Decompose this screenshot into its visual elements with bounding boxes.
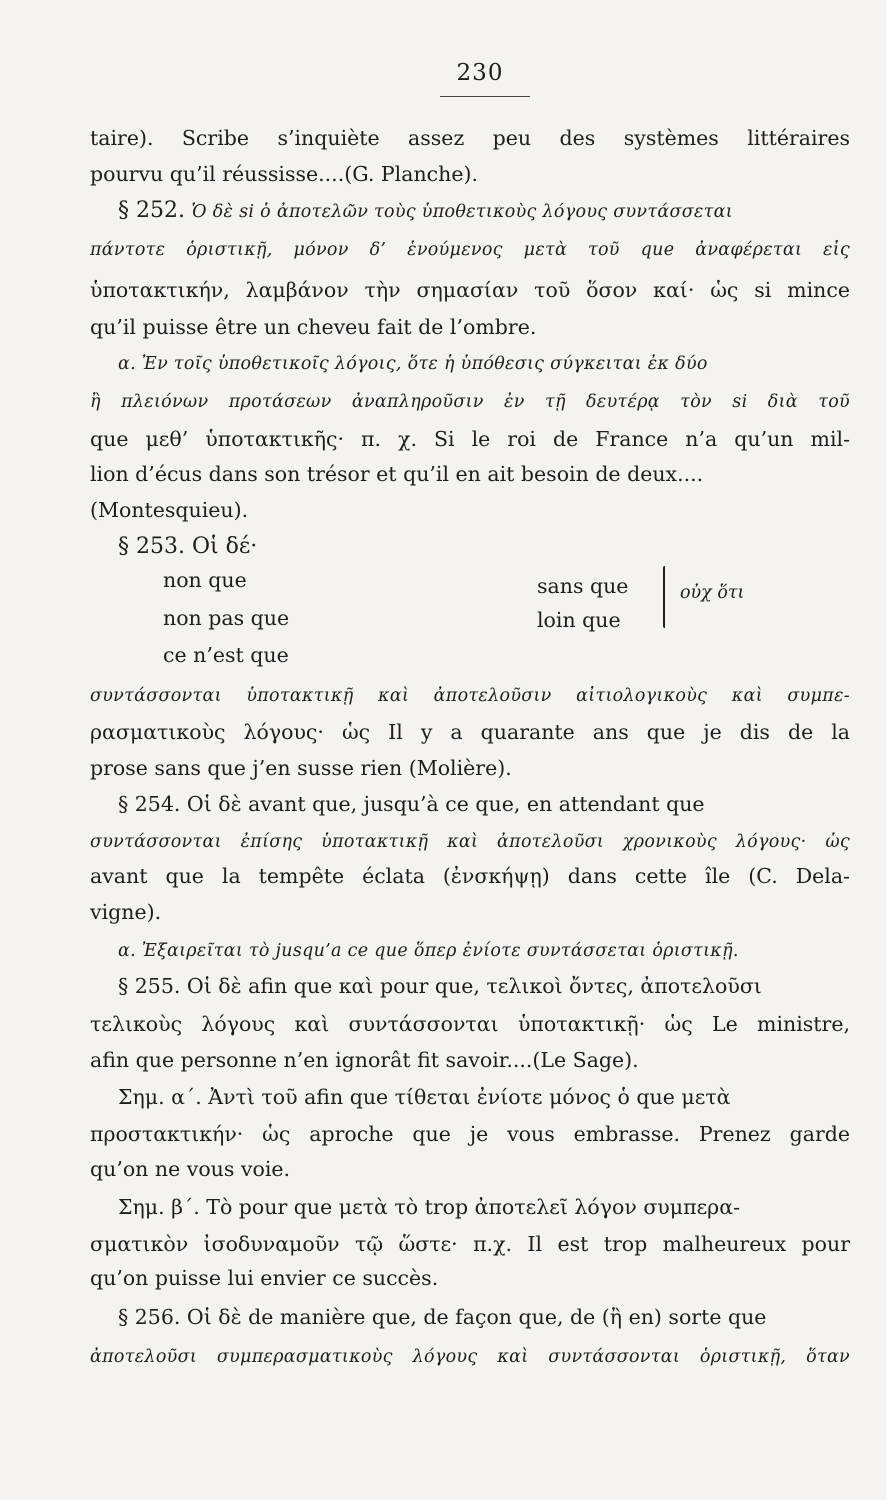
text-line: συντάσσονται ὑποτακτικῇ καὶ ἀποτελοῦσιν αἰτιολογικοὺς καὶ συμπε- xyxy=(90,686,850,706)
text-line: pourvu qu’il réussisse....(G. Planche). xyxy=(90,162,478,186)
text-line: Σημ. β΄. Τὸ pour que μετὰ τὸ trop ἀποτελεῖ λόγον συμπερα- xyxy=(118,1195,741,1219)
text-line: lion d’écus dans son trésor et qu’il en ait besoin de deux.... xyxy=(90,462,704,486)
text-line: προστακτικήν· ὡς aproche que je vous embrasse. Prenez garde xyxy=(90,1122,850,1146)
text-line: § 253. Οἱ δέ· xyxy=(118,534,258,559)
text-line: que μεθ’ ὑποτακτικῆς· π. χ. Si le roi de France n’a qu’un mil- xyxy=(90,427,850,451)
text-line: vigne). xyxy=(90,900,162,924)
greek-text: Ὁ δὲ si ὁ ἀποτελῶν τοὺς ὑποθετικοὺς λόγους συντάσσεται xyxy=(191,202,733,222)
conjunction-list-item: non que xyxy=(163,568,247,592)
text-line: πάντοτε ὁριστικῇ, μόνον δ’ ἑνούμενος μετὰ τοῦ que ἀναφέρεται εἰς xyxy=(90,240,850,260)
text-line xyxy=(118,196,878,226)
section-marker: § 252. xyxy=(118,198,185,223)
text-line: qu’il puisse être un cheveu fait de l’ombre. xyxy=(90,315,537,339)
page-number-rule xyxy=(440,96,530,97)
text-line: σματικὸν ἰσοδυναμοῦν τῷ ὥστε· π.χ. Il est trop malheureux pour xyxy=(90,1232,850,1256)
text-line: avant que la tempête éclata (ἐνσκήψῃ) dans cette île (C. Dela- xyxy=(90,864,850,888)
text-line: α. Ἐν τοῖς ὑποθετικοῖς λόγοις, ὅτε ἡ ὑπόθεσις σύγκειται ἐκ δύο xyxy=(118,354,708,374)
text-line: qu’on ne vous voie. xyxy=(90,1157,291,1181)
text-line: qu’on puisse lui envier ce succès. xyxy=(90,1266,439,1290)
conjunction-list-item: sans que xyxy=(537,574,629,598)
text-line: § 254. Οἱ δὲ avant que, jusqu’à ce que, en attendant que xyxy=(118,792,705,816)
text-line: taire). Scribe s’inquiète assez peu des systèmes littéraires xyxy=(90,126,850,150)
text-line: α. Ἐξαιρεῖται τὸ jusqu’a ce que ὅπερ ἐνίοτε συντάσσεται ὁριστικῇ. xyxy=(118,941,739,961)
text-line: ρασματικοὺς λόγους· ὡς Il y a quarante ans que je dis de la xyxy=(90,720,850,744)
conjunction-list-item: ce n’est que xyxy=(163,643,289,667)
text-line: ὑποτακτικήν, λαμβάνον τὴν σημασίαν τοῦ ὅσον καί· ὡς si mince xyxy=(90,278,850,302)
page-number: 230 xyxy=(456,60,504,86)
text-line: (Montesquieu). xyxy=(90,498,249,522)
text-line: afin que personne n’en ignorât fit savoir....(Le Sage). xyxy=(90,1048,639,1072)
text-line: § 255. Οἱ δὲ afin que καὶ pour que, τελικοὶ ὄντες, ἀποτελοῦσι xyxy=(118,974,762,998)
brace xyxy=(663,566,671,628)
text-line: § 256. Οἱ δὲ de manière que, de façon que, de (ἢ en) sorte que xyxy=(118,1305,767,1329)
brace-note: οὐχ ὅτι xyxy=(680,583,745,603)
conjunction-list-item: non pas que xyxy=(163,606,290,630)
text-line: τελικοὺς λόγους καὶ συντάσσονται ὑποτακτικῇ· ὡς Le ministre, xyxy=(90,1012,850,1036)
text-line: συντάσσονται ἐπίσης ὑποτακτικῇ καὶ ἀποτελοῦσι χρονικοὺς λόγους· ὡς xyxy=(90,832,850,852)
text-line: prose sans que j’en susse rien (Molière). xyxy=(90,756,512,780)
text-line: ἢ πλειόνων προτάσεων ἀναπληροῦσιν ἐν τῇ δευτέρᾳ τὸν si διὰ τοῦ xyxy=(90,392,850,412)
text-line: Σημ. α΄. Ἀντὶ τοῦ afin que τίθεται ἐνίοτε μόνος ὁ que μετὰ xyxy=(118,1085,731,1109)
conjunction-list-item: loin que xyxy=(537,608,621,632)
text-line: ἀποτελοῦσι συμπερασματικοὺς λόγους καὶ συντάσσονται ὁριστικῇ, ὅταν xyxy=(90,1347,850,1367)
